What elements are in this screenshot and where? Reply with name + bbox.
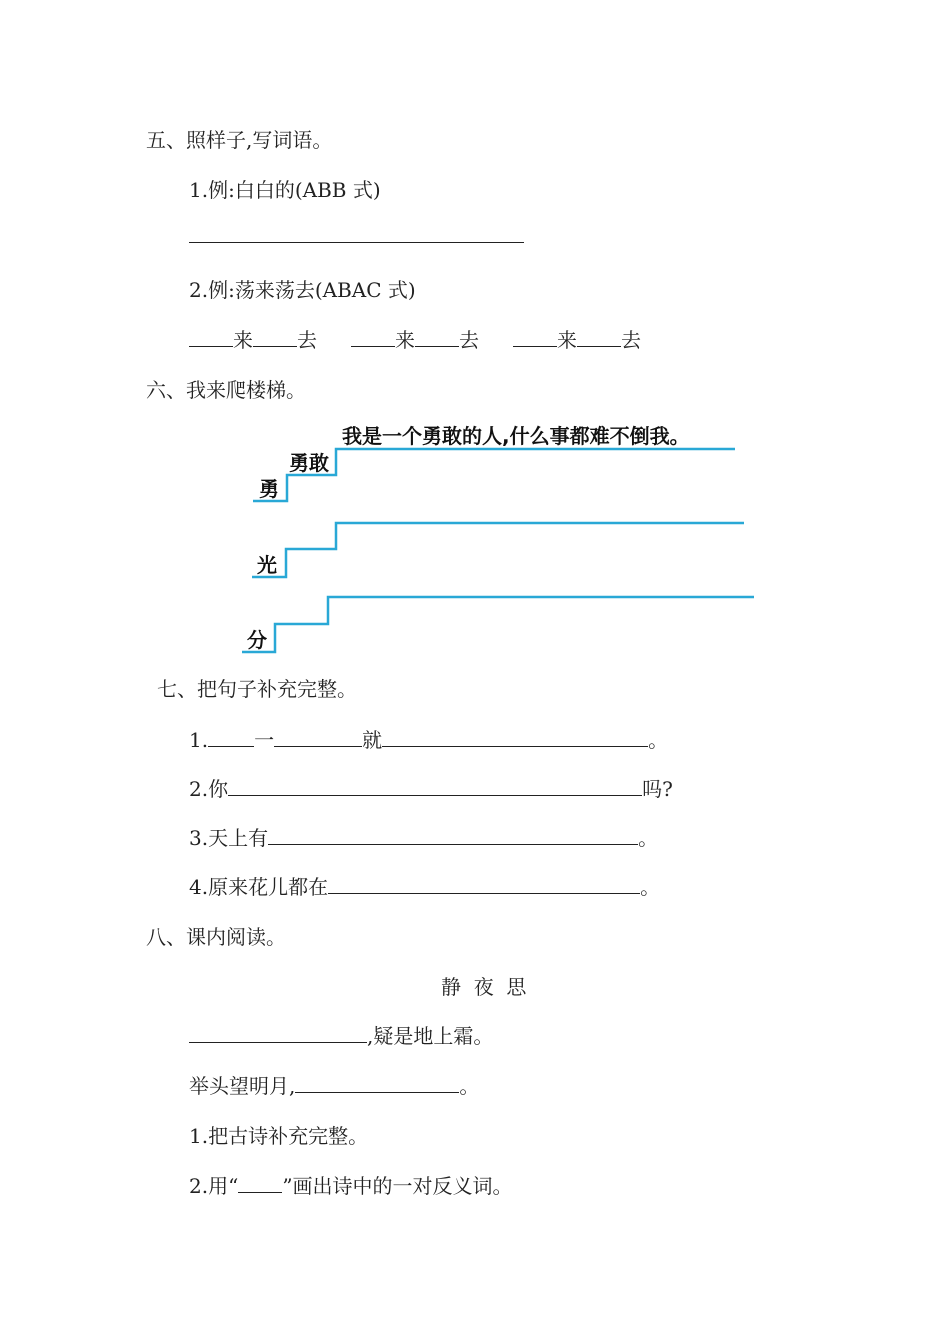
answer-blank[interactable] bbox=[268, 824, 638, 845]
poem-line-1: ,疑是地上霜。 bbox=[189, 1022, 493, 1050]
section-8-q2: 2.用“ ”画出诗中的一对反义词。 bbox=[189, 1174, 513, 1198]
stair-3-step-1: 分 bbox=[247, 628, 267, 652]
poem-title: 静 夜 思 bbox=[441, 975, 527, 999]
answer-blank[interactable] bbox=[228, 775, 642, 796]
underline-sample bbox=[238, 1172, 282, 1193]
section-6-heading: 六、我来爬楼梯。 bbox=[146, 378, 306, 402]
answer-blank[interactable] bbox=[189, 1022, 367, 1043]
section-5-q1: 1.例:白白的(ABB 式) bbox=[189, 178, 381, 202]
answer-blank[interactable] bbox=[274, 726, 362, 747]
stair-1-sentence: 我是一个勇敢的人,什么事都难不倒我。 bbox=[342, 424, 690, 448]
answer-blank[interactable] bbox=[208, 726, 254, 747]
section-7-q2: 2.你 吗? bbox=[189, 777, 673, 801]
section-5-q2: 2.例:荡来荡去(ABAC 式) bbox=[189, 278, 416, 302]
stair-2-step-1: 光 bbox=[257, 553, 277, 577]
stair-1-step-2: 勇敢 bbox=[289, 451, 329, 475]
stair-2-line bbox=[252, 523, 744, 577]
answer-blank[interactable] bbox=[328, 873, 640, 894]
section-8-q1: 1.把古诗补充完整。 bbox=[189, 1124, 369, 1148]
section-7-q3: 3.天上有 。 bbox=[189, 826, 659, 850]
stair-1-step-1: 勇 bbox=[259, 477, 279, 501]
section-7-q4: 4.原来花儿都在 。 bbox=[189, 875, 661, 899]
section-5-heading: 五、照样子,写词语。 bbox=[146, 128, 333, 152]
answer-blank[interactable] bbox=[295, 1072, 459, 1093]
stair-3-line bbox=[242, 597, 754, 652]
answer-blank[interactable] bbox=[382, 726, 648, 747]
poem-line-2: 举头望明月, 。 bbox=[189, 1074, 480, 1098]
section-7-q1: 1. 一 就 。 bbox=[189, 728, 669, 752]
section-8-heading: 八、课内阅读。 bbox=[146, 925, 286, 949]
section-5-q2-answers: 来 去 来 去 来 去 bbox=[189, 326, 641, 354]
section-7-heading: 七、把句子补充完整。 bbox=[157, 677, 357, 701]
